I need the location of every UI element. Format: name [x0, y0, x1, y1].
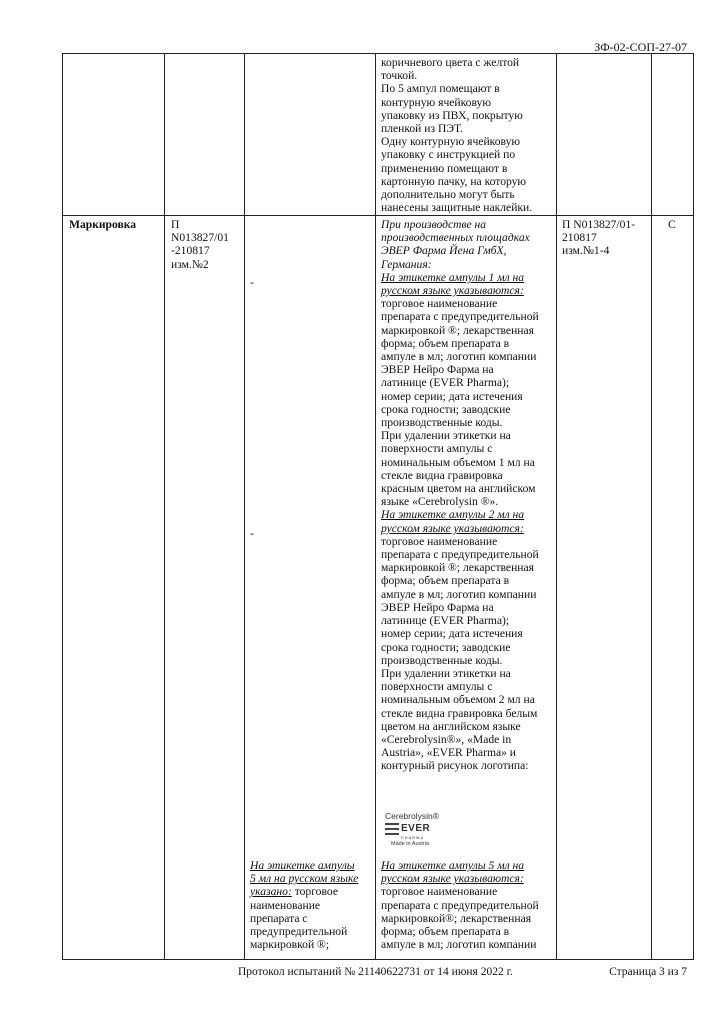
text-line: срока годности; заводские	[381, 402, 511, 416]
parameter-name: Маркировка	[69, 218, 137, 231]
text-line: препарата с предупредительной	[381, 310, 539, 324]
text-line: нанесены защитные наклейки.	[381, 201, 533, 215]
text-line: ампуле в мл; логотип компании	[381, 350, 537, 364]
text-line: номер серии; дата истечения	[381, 389, 523, 403]
text-line: русском языке указываются:	[381, 872, 524, 886]
text-line: номер серии; дата истечения	[381, 627, 523, 641]
logo-brand-text: Cerebrolysin®	[385, 811, 439, 821]
text-line: При удалении этикетки на	[381, 666, 511, 680]
protocol-reference: Протокол испытаний № 21140622731 от 14 июня 2022 г.	[238, 966, 513, 978]
text-line: русском языке указываются:	[381, 284, 524, 298]
text-line: упаковку из ПВХ, покрытую	[381, 108, 523, 122]
text-line: По 5 ампул помещают в	[381, 82, 500, 96]
ampoule-1ml-heading	[381, 271, 559, 297]
ampoule-5ml-requirements	[381, 859, 559, 951]
fact-heading-tail: торговое	[291, 885, 338, 899]
column-divider	[375, 54, 376, 959]
text-line: торговое наименование	[381, 885, 498, 899]
text-line: ЭВЕР Нейро Фарма на	[381, 600, 494, 614]
normative-doc-ref	[171, 218, 243, 271]
column-divider	[244, 54, 245, 959]
text-line: На этикетке ампулы 1 мл на	[381, 270, 525, 284]
dash-placeholder: -	[250, 275, 254, 289]
text-line: красным цветом на английском	[381, 482, 536, 496]
text-line: маркировкой ®; лекарственная	[381, 323, 534, 337]
text-line: торговое наименование	[381, 297, 498, 311]
text-line: ЭВЕР Фарма Йена ГмбХ,	[381, 244, 507, 258]
text-line: маркировкой®; лекарственная	[381, 911, 532, 925]
text-line: N013827/01	[171, 231, 229, 245]
text-line: Германия:	[381, 257, 432, 271]
text-line: П	[171, 218, 180, 231]
requirements-text	[381, 218, 559, 773]
text-line: изм.№1-4	[562, 244, 610, 258]
text-line: языке «Cerebrolysin ®».	[381, 495, 499, 509]
text-line: П N013827/01-	[562, 218, 636, 231]
text-line: цветом на английском языке	[381, 719, 521, 733]
document-code: ЗФ-02-СОП-27-07	[594, 40, 687, 54]
text-line	[250, 872, 372, 885]
text-line: стекле видна гравировка	[381, 468, 503, 482]
text-line: контурный рисунок логотипа:	[381, 759, 529, 773]
text-line: 210817	[562, 231, 597, 245]
dash-placeholder: -	[250, 526, 254, 540]
text-line: При удалении этикетки на	[381, 429, 511, 443]
text-line: наименование	[250, 898, 321, 912]
text-line: На этикетке ампулы 2 мл на	[381, 508, 525, 522]
text-line: торговое наименование	[381, 534, 498, 548]
page-number: Страница 3 из 7	[609, 966, 687, 978]
text-line: ампуле в мл; логотип компании	[381, 587, 537, 601]
text-line: производственные коды.	[381, 653, 503, 667]
text-line	[250, 859, 372, 872]
ampoule-5ml-heading	[381, 859, 559, 885]
text-line: номинальным объемом 2 мл на	[381, 693, 535, 707]
packaging-description	[381, 56, 559, 214]
text-line	[250, 885, 372, 898]
cerebrolysin-logo	[385, 811, 455, 849]
ampoule-2ml-heading	[381, 508, 559, 534]
text-line: Austria», «EVER Pharma» и	[381, 746, 517, 760]
column-divider	[164, 54, 165, 959]
text-line: латинице (EVER Pharma);	[381, 376, 510, 390]
text-line: предупредительной	[250, 925, 348, 939]
text-line: маркировкой ®;	[250, 938, 330, 952]
text-line: упаковку с инструкцией по	[381, 148, 516, 162]
text-line: препарата с	[250, 911, 308, 925]
text-line: Одну контурную ячейковую	[381, 135, 521, 149]
observed-marking-text	[250, 859, 372, 951]
conclusion-mark: С	[668, 218, 676, 231]
text-line: производственные коды.	[381, 416, 503, 430]
text-line: При производстве на	[381, 218, 487, 231]
ampoule-2ml-text	[381, 535, 559, 773]
text-line: препарата с предупредительной	[381, 548, 539, 562]
text-line: коричневого цвета с желтой	[381, 56, 520, 69]
text-line: срока годности; заводские	[381, 640, 511, 654]
text-line: стекле видна гравировка белым	[381, 706, 538, 720]
text-line: дополнительно могут быть	[381, 188, 515, 202]
fact-heading-text: 5 мл на русском языке	[250, 872, 359, 886]
text-line: изм.№2	[171, 257, 209, 271]
text-line: форма; объем препарата в	[381, 574, 510, 588]
text-line: препарата с предупредительной	[381, 898, 539, 912]
row-divider	[63, 215, 693, 216]
text-line: производственных площадках	[381, 231, 530, 245]
fact-heading-text: указано:	[250, 885, 292, 899]
text-line: «Cerebrolysin®», «Made in	[381, 732, 512, 746]
text-line: русском языке указываются:	[381, 521, 524, 535]
text-line: поверхности ампулы с	[381, 680, 493, 694]
text-line: На этикетке ампулы 5 мл на	[381, 859, 525, 872]
text-line: латинице (EVER Pharma);	[381, 614, 510, 628]
fact-heading-text: На этикетке ампулы	[250, 859, 355, 872]
text-line: маркировкой ®; лекарственная	[381, 561, 534, 575]
text-line: ампуле в мл; логотип компании	[381, 938, 537, 952]
text-line: пленкой из ПЭТ.	[381, 122, 463, 136]
column-divider	[651, 54, 652, 959]
text-line: -210817	[171, 244, 210, 258]
logo-made-text: Made in Austria	[391, 841, 429, 847]
ampoule-5ml-text	[381, 885, 559, 951]
text-line: картонную пачку, на которую	[381, 174, 527, 188]
ampoule-1ml-text	[381, 297, 559, 508]
ever-logo-icon	[385, 823, 399, 835]
results-table	[62, 53, 694, 960]
text-line: применению помещают в	[381, 161, 508, 175]
production-site-note	[381, 218, 559, 271]
text-line: форма; объем препарата в	[381, 925, 510, 939]
text-line: поверхности ампулы с	[381, 442, 493, 456]
text-line: точкой.	[381, 69, 418, 83]
logo-sub-text: PHARMA	[401, 835, 425, 840]
text-line: контурную ячейковую	[381, 95, 492, 109]
text-line: форма; объем препарата в	[381, 336, 510, 350]
logo-company-text: EVER	[401, 823, 431, 834]
text-line: номинальным объемом 1 мл на	[381, 455, 535, 469]
text-line: ЭВЕР Нейро Фарма на	[381, 363, 494, 377]
result-doc-ref	[562, 218, 650, 258]
